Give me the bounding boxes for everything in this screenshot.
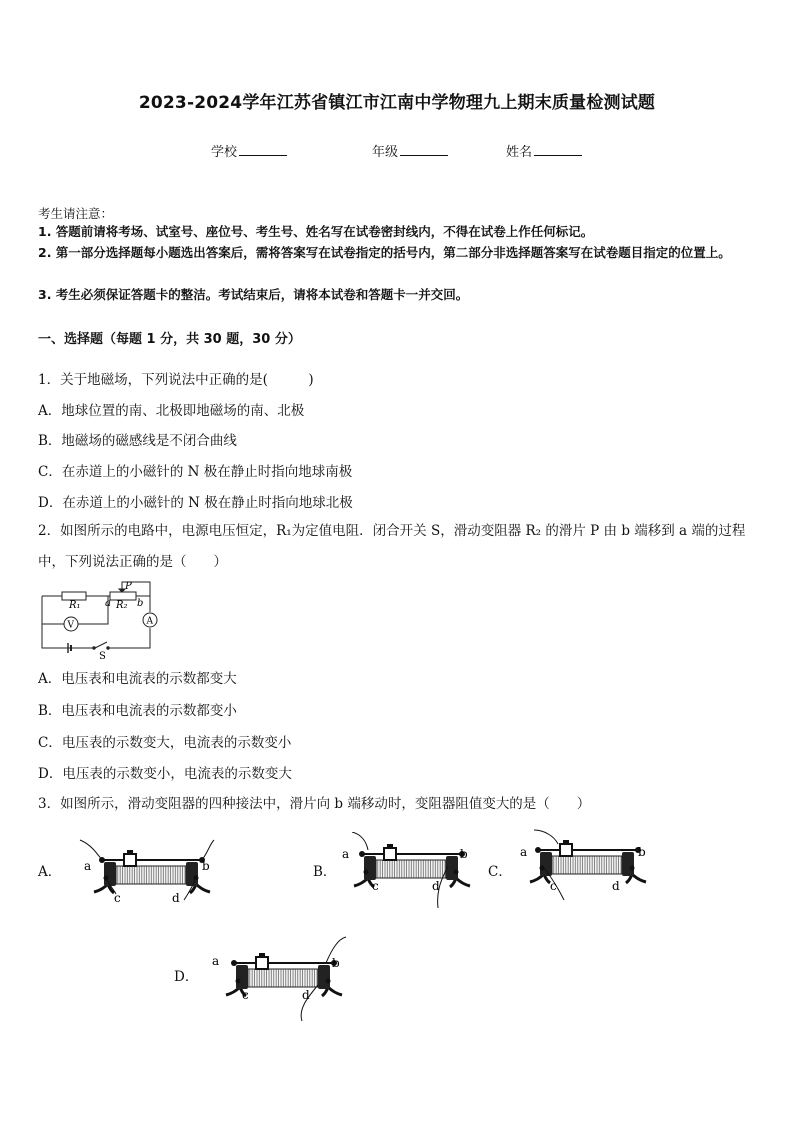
name-label: 姓名 — [506, 145, 533, 160]
school-blank[interactable] — [239, 143, 287, 156]
question-1-stem: 1．关于地磁场，下列说法中正确的是( ) — [38, 372, 314, 388]
notice-item-3: 3. 考生必须保证答题卡的整洁。考试结束后，请将本试卷和答题卡一并交回。 — [38, 287, 469, 302]
question-3-option-c-label[interactable]: C． — [488, 864, 512, 880]
terminal-d-label: d — [432, 879, 440, 893]
terminal-d-label: d — [302, 988, 310, 1002]
terminal-c-label: c — [114, 891, 121, 905]
terminal-d-label: d — [612, 879, 620, 893]
voltmeter-label: V — [67, 620, 74, 631]
terminal-a-label: a — [520, 845, 528, 859]
terminal-d-label: d — [172, 891, 180, 905]
section-title: 一、选择题（每题 1 分，共 30 题，30 分） — [38, 332, 301, 347]
terminal-b-label: b — [638, 845, 646, 859]
rheostat-figure-c — [514, 828, 654, 908]
question-2-option-b[interactable]: B．电压表和电流表的示数都变小 — [38, 703, 237, 719]
switch-label: S — [99, 651, 106, 660]
terminal-c-label: c — [372, 879, 379, 893]
b-end-label: b — [137, 598, 144, 609]
a-end-label: a — [105, 598, 111, 609]
question-1-option-c[interactable]: C．在赤道上的小磁针的 N 极在静止时指向地球南极 — [38, 464, 353, 480]
terminal-c-label: c — [550, 879, 557, 893]
r2-resistor — [110, 592, 136, 600]
r2-label: R₂ — [116, 600, 128, 611]
terminal-b-label: b — [202, 859, 210, 873]
question-2-option-a[interactable]: A．电压表和电流表的示数都变大 — [38, 671, 237, 687]
circuit-diagram — [38, 578, 168, 660]
question-3-option-a-label[interactable]: A． — [38, 864, 62, 880]
p-label: P — [125, 581, 132, 592]
grade-blank[interactable] — [400, 143, 448, 156]
ammeter-label: A — [146, 616, 153, 627]
school-field[interactable] — [211, 141, 287, 160]
question-1-option-b[interactable]: B．地磁场的磁感线是不闭合曲线 — [38, 433, 237, 449]
terminal-a-label: a — [212, 954, 220, 968]
question-2-stem: 2．如图所示的电路中，电源电压恒定，R₁为定值电阻．闭合开关 S，滑动变阻器 R₂ 的滑片 P 由 b 端移到 a 端的过程中，下列说法正确的是（ ） — [38, 523, 746, 570]
question-2-option-d[interactable]: D．电压表的示数变小，电流表的示数变大 — [38, 766, 292, 782]
r1-label: R₁ — [69, 600, 81, 611]
terminal-a-label: a — [84, 859, 92, 873]
rheostat-figure-a — [76, 838, 226, 908]
question-3-option-b-label[interactable]: B． — [313, 864, 337, 880]
terminal-b-label: b — [460, 847, 468, 861]
name-blank[interactable] — [534, 143, 582, 156]
page-title: 2023-2024学年江苏省镇江市江南中学物理九上期末质量检测试题 — [138, 93, 656, 113]
notice-heading: 考生请注意： — [38, 206, 114, 221]
grade-label: 年级 — [372, 145, 399, 160]
grade-field[interactable] — [372, 141, 448, 160]
question-2-option-c[interactable]: C．电压表的示数变大，电流表的示数变小 — [38, 735, 292, 751]
question-3-stem: 3．如图所示，滑动变阻器的四种接法中，滑片向 b 端移动时，变阻器阻值变大的是（ ） — [38, 796, 591, 812]
question-3-option-d-label[interactable]: D． — [174, 969, 199, 985]
terminal-c-label: c — [242, 988, 249, 1002]
terminal-b-label: b — [332, 956, 340, 970]
rheostat-figure-b — [338, 832, 478, 912]
notice-item-2: 2. 第一部分选择题每小题选出答案后，需将答案写在试卷指定的括号内，第二部分非选择题答案写在试卷题目指定的位置上。 — [38, 245, 731, 260]
r1-resistor — [62, 592, 86, 600]
question-1-option-d[interactable]: D．在赤道上的小磁针的 N 极在静止时指向地球北极 — [38, 495, 353, 511]
school-label: 学校 — [211, 145, 238, 160]
notice-item-1: 1. 答题前请将考场、试室号、座位号、考生号、姓名写在试卷密封线内，不得在试卷上作任何标记。 — [38, 224, 594, 239]
terminal-a-label: a — [342, 847, 350, 861]
rheostat-figure-d — [208, 935, 358, 1025]
question-1-option-a[interactable]: A．地球位置的南、北极即地磁场的南、北极 — [38, 403, 305, 419]
name-field[interactable] — [506, 141, 582, 160]
